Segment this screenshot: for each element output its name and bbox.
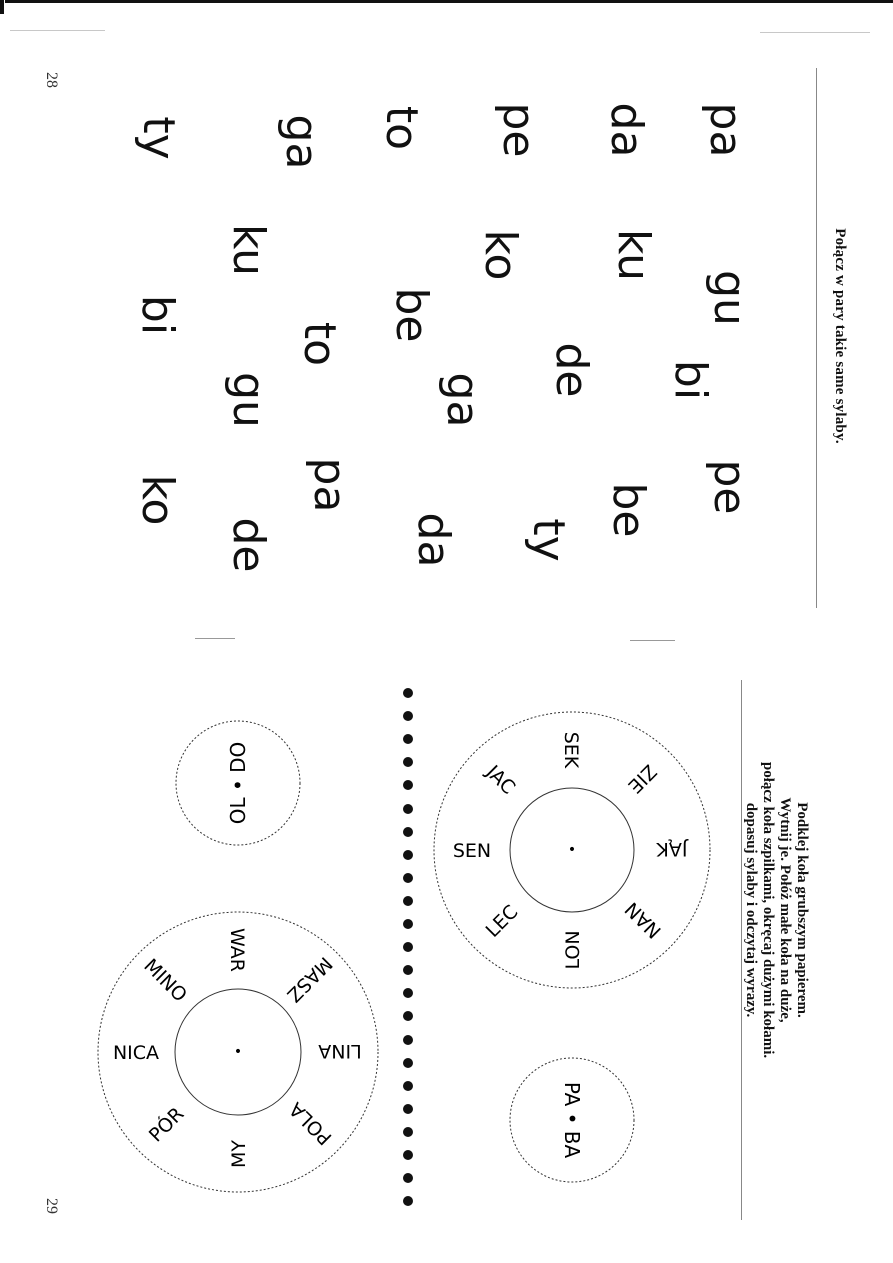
w2-syllable: MINO xyxy=(139,954,192,1007)
syllable-11: to xyxy=(376,105,427,151)
syllable-10: ty xyxy=(523,518,574,562)
w1-syllable: NAN xyxy=(620,897,666,943)
syllable-17: pa xyxy=(304,457,355,513)
wheel-1-center: • xyxy=(567,842,577,858)
w2-syllable: POLA xyxy=(285,1097,337,1150)
w2-syllable: PÓR xyxy=(144,1103,189,1147)
syllable-9: de xyxy=(546,342,597,398)
syllable-22: bi xyxy=(132,294,183,336)
syllable-6: be xyxy=(603,482,654,538)
syllable-4: ku xyxy=(608,228,659,281)
w2-syllable: LINA xyxy=(318,1040,362,1062)
syllable-20: de xyxy=(223,517,274,573)
syllable-13: ga xyxy=(437,372,488,428)
instruction-line: połącz koła szpilkami, okręcaj dużymi kołami. xyxy=(760,761,776,1059)
syllable-8: ko xyxy=(475,229,526,281)
syllable-wheel-1[interactable] xyxy=(434,712,710,988)
syllable-12: be xyxy=(386,287,437,343)
syllable-18: ku xyxy=(223,223,274,276)
syllable-21: ty xyxy=(133,116,184,160)
syllable-1: gu xyxy=(704,270,755,326)
w1-syllable: SEN xyxy=(452,840,492,862)
w1-syllable: JAC xyxy=(481,761,520,799)
w1-syllable: LEC xyxy=(481,900,523,942)
small-circle-1[interactable] xyxy=(510,1058,634,1182)
w2-syllable: NICA xyxy=(112,1042,160,1064)
syllable-23: ko xyxy=(132,474,183,526)
w2-syllable: WAR xyxy=(226,928,248,972)
w1-syllable: SEK xyxy=(560,731,582,769)
w1-syllable: ZIE xyxy=(623,759,661,798)
syllable-5: bi xyxy=(665,359,716,401)
w1-syllable: LON xyxy=(562,930,584,970)
syllable-19: gu xyxy=(223,372,274,428)
syllable-2: pe xyxy=(704,459,755,515)
wheel-2-center: • xyxy=(233,1044,243,1060)
small-circle-2[interactable] xyxy=(176,721,300,845)
instruction-line: Wytnij je. Połóż małe koła na duże, xyxy=(777,797,793,1023)
page-number-left: 28 xyxy=(43,72,60,88)
page-number-right: 29 xyxy=(43,1198,60,1214)
instruction-line: Podklej koła grubszym papierem. xyxy=(794,802,810,1018)
instruction-line: dopasuj sylaby i odczytaj wyrazy. xyxy=(743,802,759,1018)
syllable-16: to xyxy=(294,321,345,367)
small-circle-2-text: OL • DO xyxy=(226,741,250,825)
small-circle-1-text: PA • BA xyxy=(560,1081,584,1159)
syllable-wheel-2[interactable] xyxy=(98,912,378,1192)
w2-syllable: MY xyxy=(228,1140,250,1168)
syllable-0: pa xyxy=(700,102,751,158)
syllable-3: da xyxy=(601,102,652,158)
syllable-15: ga xyxy=(276,114,327,170)
syllable-7: pe xyxy=(493,102,544,158)
instruction-left: Połącz w pary takie same sylaby. xyxy=(832,228,848,444)
w2-syllable: MASZ xyxy=(282,952,337,1007)
w1-syllable: JĄK xyxy=(656,838,688,860)
syllable-14: da xyxy=(408,512,459,568)
